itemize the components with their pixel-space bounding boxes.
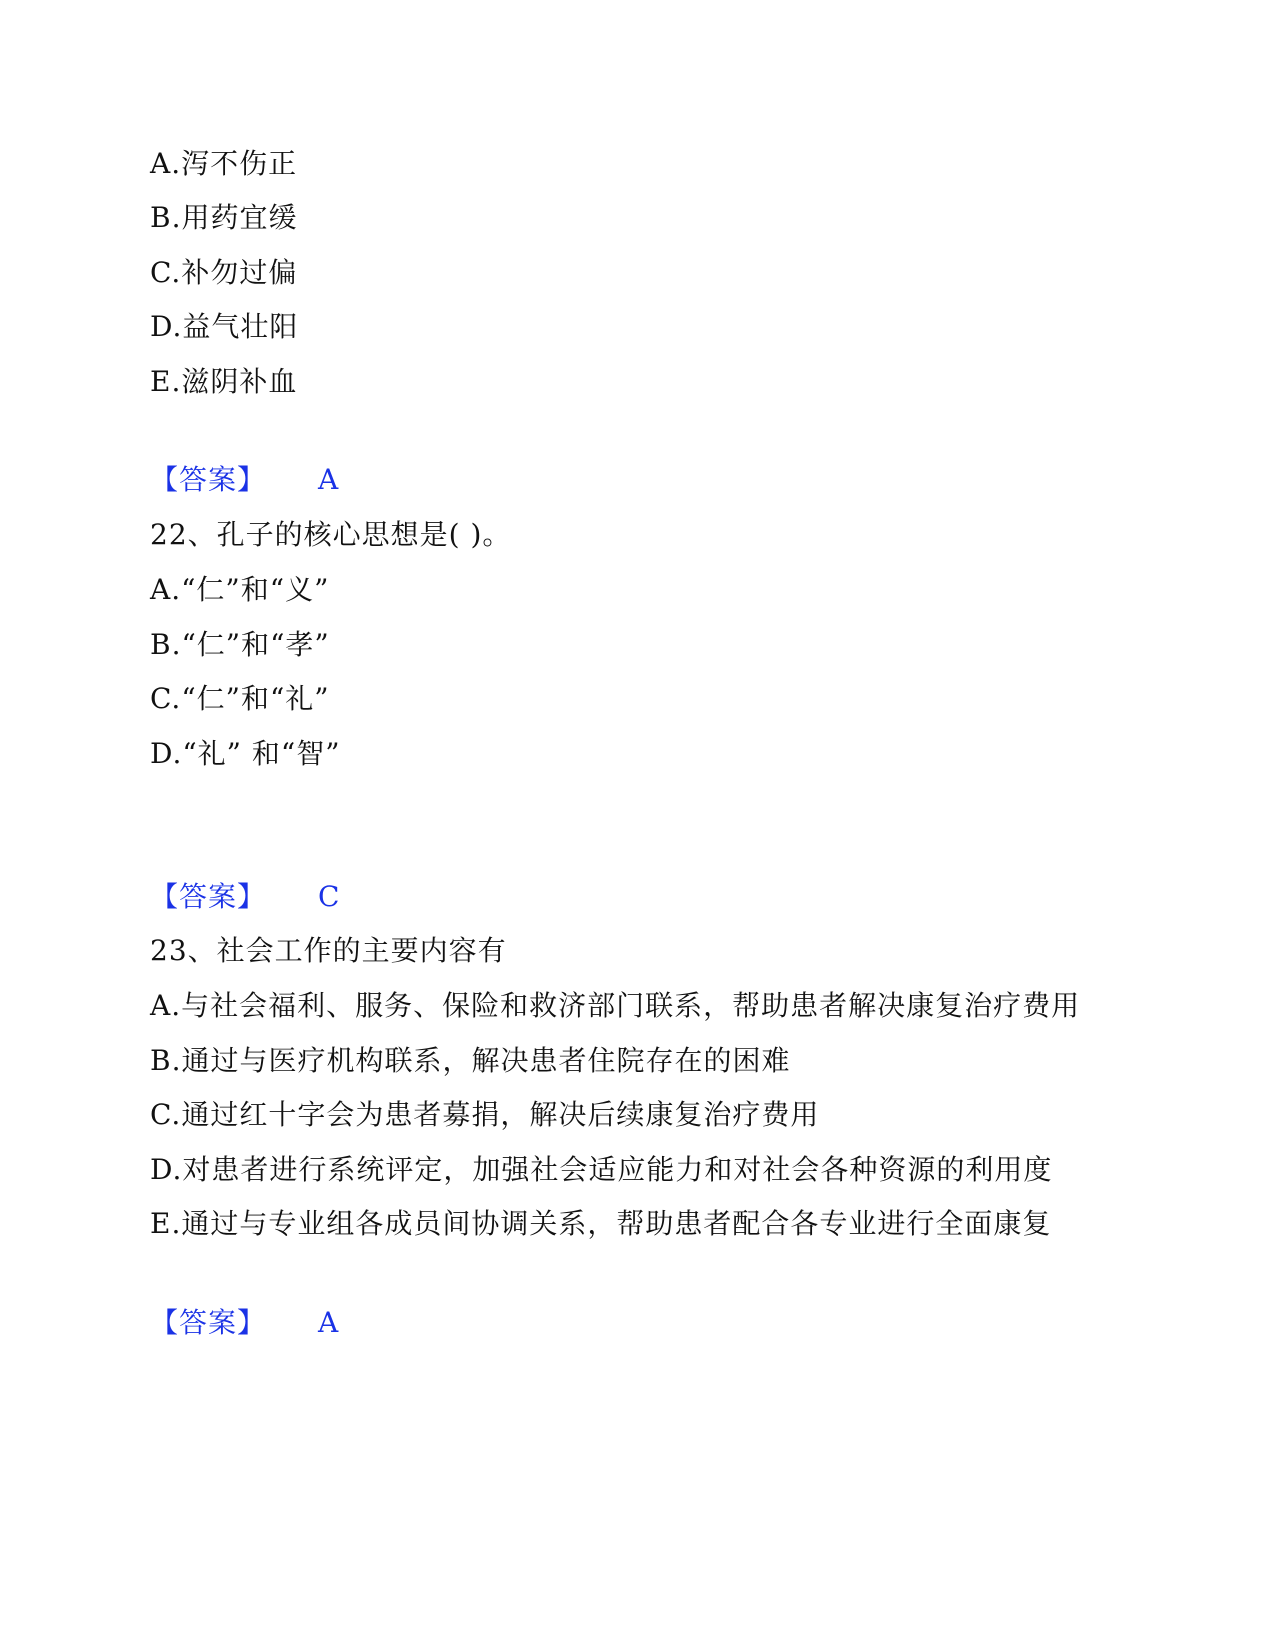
answer-value: C [318, 880, 341, 913]
q22-option-c: C.“仁”和“礼” [150, 682, 330, 715]
q21-option-a: A.泻不伤正 [150, 147, 298, 180]
answer-label: 【答案】 [150, 880, 267, 913]
q21-option-d: D.益气壮阳 [150, 310, 299, 343]
q23-option-e: E.通过与专业组各成员间协调关系，帮助患者配合各专业进行全面康复 [150, 1207, 1052, 1240]
answer-value: A [318, 463, 340, 496]
q22-option-d: D.“礼” 和“智” [150, 737, 341, 770]
answer-label: 【答案】 [150, 1306, 267, 1339]
q23-answer [150, 1305, 339, 1341]
answer-value: A [318, 1306, 340, 1339]
q23-option-c: C.通过红十字会为患者募捐，解决后续康复治疗费用 [150, 1098, 820, 1131]
q21-answer [150, 462, 339, 498]
q23-question: 23、社会工作的主要内容有 [150, 934, 507, 967]
q23-option-a: A.与社会福利、服务、保险和救济部门联系，帮助患者解决康复治疗费用 [150, 989, 1081, 1022]
q21-option-e: E.滋阴补血 [150, 365, 298, 398]
q23-option-d: D.对患者进行系统评定，加强社会适应能力和对社会各种资源的利用度 [150, 1153, 1053, 1186]
q22-option-b: B.“仁”和“孝” [150, 628, 330, 661]
q21-option-b: B.用药宜缓 [150, 201, 298, 234]
answer-label: 【答案】 [150, 463, 267, 496]
q23-option-b: B.通过与医疗机构联系，解决患者住院存在的困难 [150, 1044, 791, 1077]
q22-answer [150, 879, 340, 915]
q22-question: 22、孔子的核心思想是( )。 [150, 518, 512, 551]
q21-option-c: C.补勿过偏 [150, 256, 298, 289]
q22-option-a: A.“仁”和“义” [150, 573, 330, 606]
